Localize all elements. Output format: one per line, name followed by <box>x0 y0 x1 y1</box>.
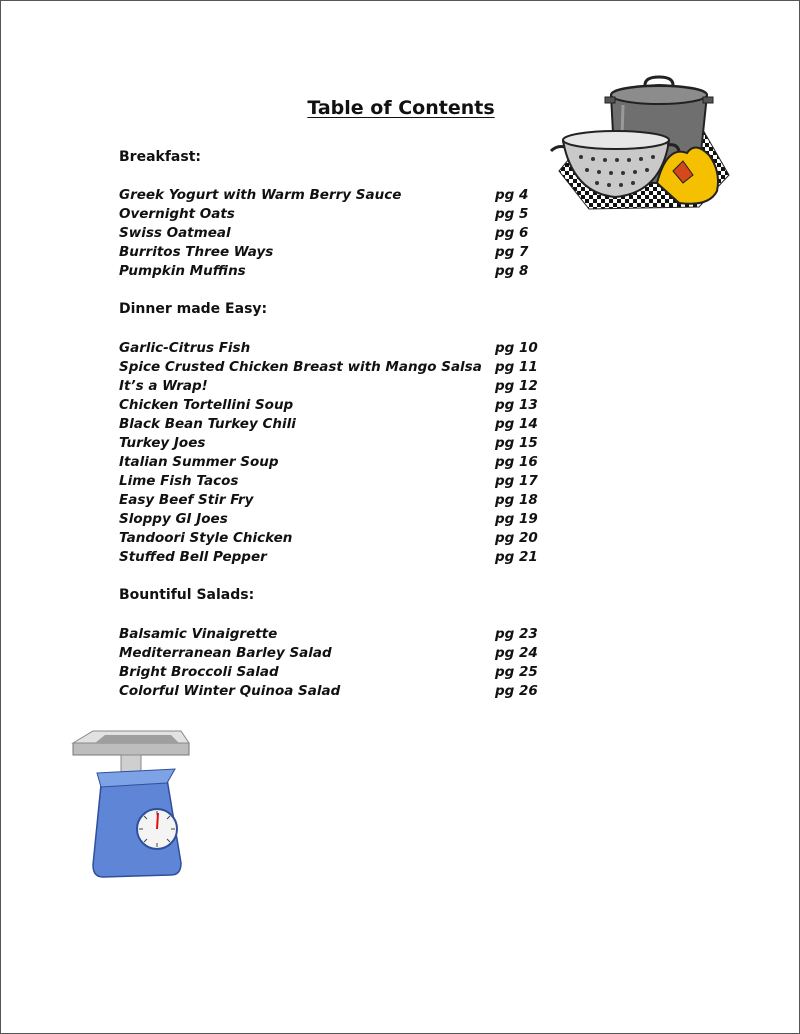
toc-entry-name: Garlic-Citrus Fish <box>119 340 251 356</box>
toc-entry-name: Greek Yogurt with Warm Berry Sauce <box>119 187 402 203</box>
toc-entry-name: Italian Summer Soup <box>119 454 279 470</box>
toc-entry <box>119 510 579 529</box>
toc-entry-page: pg 13 <box>495 397 538 413</box>
toc-entry-name: Burritos Three Ways <box>119 244 274 260</box>
toc-entry-name: Spice Crusted Chicken Breast with Mango Salsa <box>119 359 482 375</box>
toc-entry-page: pg 11 <box>495 359 538 375</box>
toc-entry-page: pg 4 <box>495 187 529 203</box>
toc-entry <box>119 224 579 243</box>
toc-entry-name: Pumpkin Muffins <box>119 263 246 279</box>
toc-entry-name: Stuffed Bell Pepper <box>119 549 267 565</box>
toc-entry <box>119 529 579 548</box>
toc-entry-name: It’s a Wrap! <box>119 378 208 394</box>
toc-entry-name: Mediterranean Barley Salad <box>119 645 332 661</box>
toc-entry <box>119 434 579 453</box>
toc-entry-page: pg 5 <box>495 206 529 222</box>
toc-entry <box>119 243 579 262</box>
toc-entry <box>119 663 579 682</box>
toc-entry <box>119 491 579 510</box>
toc-entry-name: Black Bean Turkey Chili <box>119 416 296 432</box>
toc-entry-page: pg 7 <box>495 244 529 260</box>
toc-entry <box>119 262 579 281</box>
toc-entry <box>119 625 579 644</box>
toc-entry <box>119 472 579 491</box>
toc-entry-page: pg 20 <box>495 530 538 546</box>
cookware-illustration <box>549 75 733 211</box>
kitchen-scale-illustration <box>71 729 199 881</box>
toc-entry-page: pg 10 <box>495 340 538 356</box>
toc-entry <box>119 548 579 567</box>
section-heading-breakfast: Breakfast: <box>119 149 201 165</box>
toc-entry-page: pg 21 <box>495 549 538 565</box>
page-title: Table of Contents <box>307 97 495 119</box>
toc-entry-page: pg 25 <box>495 664 538 680</box>
toc-entry <box>119 339 579 358</box>
toc-entry-name: Sloppy GI Joes <box>119 511 228 527</box>
section-heading-dinner: Dinner made Easy: <box>119 301 268 317</box>
toc-entry-page: pg 19 <box>495 511 538 527</box>
toc-entry-name: Colorful Winter Quinoa Salad <box>119 683 341 699</box>
toc-entry-page: pg 16 <box>495 454 538 470</box>
toc-entry <box>119 415 579 434</box>
toc-entry <box>119 186 579 205</box>
toc-entry-name: Turkey Joes <box>119 435 206 451</box>
toc-entry-page: pg 8 <box>495 263 529 279</box>
toc-entry-name: Balsamic Vinaigrette <box>119 626 278 642</box>
toc-entry <box>119 682 579 701</box>
toc-entry <box>119 358 579 377</box>
toc-entry <box>119 453 579 472</box>
toc-entry-name: Lime Fish Tacos <box>119 473 239 489</box>
toc-entry <box>119 644 579 663</box>
toc-entry-name: Bright Broccoli Salad <box>119 664 279 680</box>
toc-entry-page: pg 23 <box>495 626 538 642</box>
toc-entry-page: pg 15 <box>495 435 538 451</box>
toc-entry-page: pg 6 <box>495 225 529 241</box>
toc-entry-page: pg 14 <box>495 416 538 432</box>
toc-entry-page: pg 18 <box>495 492 538 508</box>
toc-entry <box>119 396 579 415</box>
toc-entry-page: pg 24 <box>495 645 538 661</box>
kitchen-scale-icon <box>73 731 189 877</box>
toc-entry-name: Overnight Oats <box>119 206 235 222</box>
toc-entry-name: Easy Beef Stir Fry <box>119 492 254 508</box>
toc-entry-page: pg 17 <box>495 473 538 489</box>
toc-entry-page: pg 26 <box>495 683 538 699</box>
toc-entry-page: pg 12 <box>495 378 538 394</box>
toc-entry <box>119 377 579 396</box>
toc-entry-name: Swiss Oatmeal <box>119 225 231 241</box>
toc-entry-name: Tandoori Style Chicken <box>119 530 293 546</box>
section-heading-salads: Bountiful Salads: <box>119 587 255 603</box>
toc-entry <box>119 205 579 224</box>
toc-entry-name: Chicken Tortellini Soup <box>119 397 294 413</box>
